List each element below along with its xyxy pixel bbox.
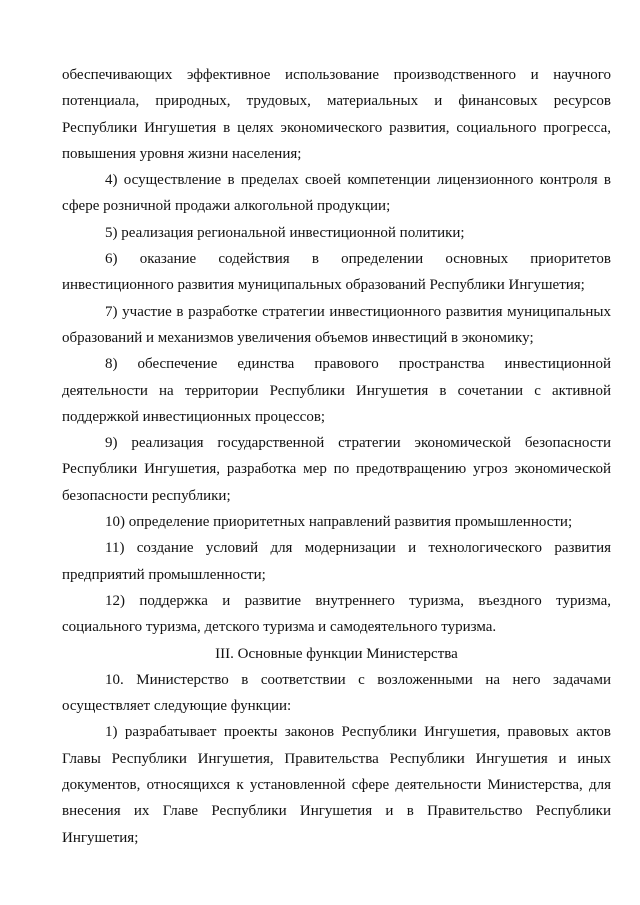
paragraph-item-5: 5) реализация региональной инвестиционной политики; bbox=[105, 224, 465, 241]
paragraph-continuation: обеспечивающих эффективное использование производственного и научного потенциала, природных, трудовых, материальных и финансовых ресурсов Республики Ингушетия в целях экономического развития, социального прогресса, повышения уровня жизни населения; bbox=[62, 67, 611, 162]
paragraph-item-4: 4) осуществление в пределах своей компетенции лицензионного контроля в сфере розничной продажи алкогольной продукции; bbox=[62, 172, 611, 215]
paragraph-item-7: 7) участие в разработке стратегии инвестиционного развития муниципальных образований и механизмов увеличения объемов инвестиций в экономику; bbox=[62, 303, 611, 346]
paragraph-function-1: 1) разрабатывает проекты законов Республики Ингушетия, правовых актов Главы Республики Ингушетия, Правительства Республики Ингушетия и иных документов, относящихся к установленной сфере деятельности Министерства, для внесения их Главе Республики Ингушетия и в Правительство Республики Ингушетия; bbox=[62, 724, 611, 846]
paragraph-item-6: 6) оказание содействия в определении основных приоритетов инвестиционного развития муниципальных образований Республики Ингушетия; bbox=[62, 251, 611, 294]
paragraph-item-9: 9) реализация государственной стратегии экономической безопасности Республики Ингушетия, разработка мер по предотвращению угроз экономической безопасности республики; bbox=[62, 435, 611, 504]
section-heading: III. Основные функции Министерства bbox=[215, 645, 458, 662]
paragraph-item-12: 12) поддержка и развитие внутреннего туризма, въездного туризма, социального туризма, детского туризма и самодеятельного туризма. bbox=[62, 592, 611, 636]
paragraph-item-8: 8) обеспечение единства правового пространства инвестиционной деятельности на территории Республики Ингушетия в сочетании с активной поддержкой инвестиционных процессов; bbox=[62, 356, 611, 425]
paragraph-clause-10: 10. Министерство в соответствии с возложенными на него задачами осуществляет следующие функции: bbox=[62, 671, 611, 715]
paragraph-item-10: 10) определение приоритетных направлений развития промышленности; bbox=[105, 514, 573, 531]
paragraph-item-11: 11) создание условий для модернизации и технологического развития предприятий промышленности; bbox=[62, 540, 611, 583]
document-page bbox=[62, 62, 611, 851]
